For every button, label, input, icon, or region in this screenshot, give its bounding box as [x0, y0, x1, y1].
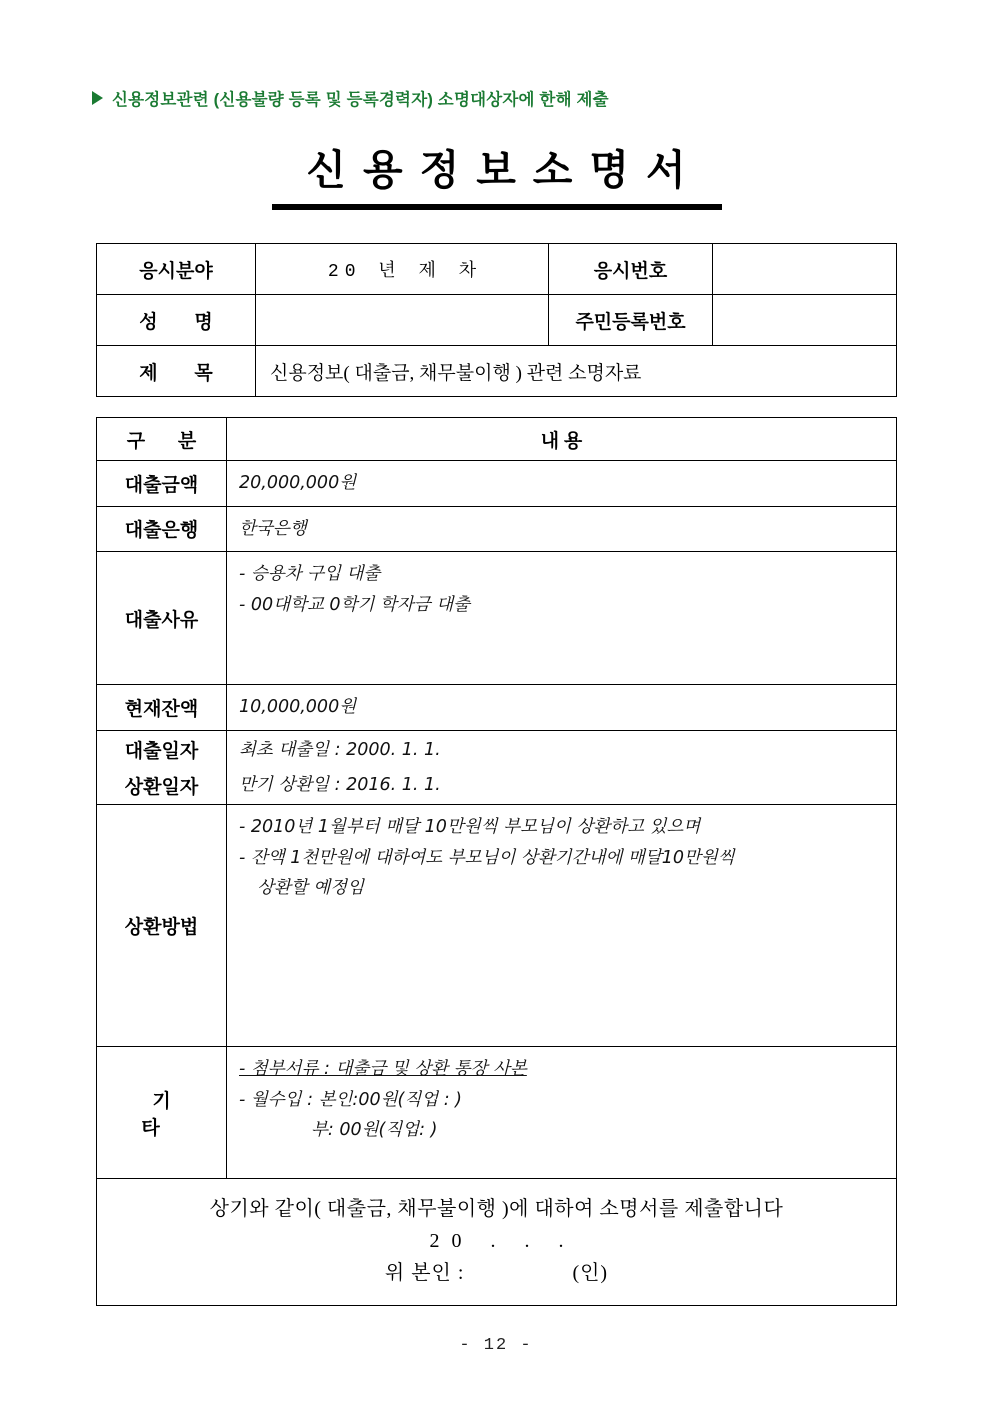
page-title: 신용정보소명서	[306, 147, 703, 193]
row-value-current-balance[interactable]	[227, 685, 897, 731]
closing-statement	[97, 1179, 896, 1305]
handwriting-line-underlined: - 첨부서류 : 대출금 및 상환 통장 사본	[239, 1059, 527, 1080]
table-row	[97, 768, 897, 805]
triangle-right-icon	[92, 91, 103, 105]
table-row	[97, 1179, 897, 1306]
signature-label: 위 본인 :	[384, 1262, 465, 1285]
field-label-name: 성 명	[97, 295, 256, 346]
page-title-wrap	[0, 147, 992, 193]
table-row	[97, 805, 897, 1047]
column-header-content: 내 용	[227, 418, 897, 461]
handwriting-block	[227, 685, 896, 730]
row-value-loan-reason[interactable]	[227, 552, 897, 685]
header-note-text: 신용정보관련 (신용불량 등록 및 등록경력자) 소명대상자에 한해 제출	[112, 91, 609, 109]
handwriting-block	[227, 507, 896, 552]
table-row	[97, 461, 897, 507]
handwriting-line: - 월수입 : 본인:00원(직업 : )	[239, 1089, 462, 1110]
header-note	[92, 86, 609, 110]
closing-statement-cell	[97, 1179, 897, 1306]
row-label-current-balance: 현재잔액	[97, 685, 227, 731]
applicant-info-table	[96, 243, 897, 397]
handwriting-line: 상환할 예정임	[257, 878, 364, 899]
field-value-exam-year[interactable]: 20 년 제 차	[256, 244, 549, 295]
table-row	[97, 1047, 897, 1179]
field-value-resident-number[interactable]	[713, 295, 897, 346]
handwriting-line: 한국은행	[239, 518, 307, 539]
table-row	[97, 730, 897, 767]
row-label-etc: 기 타	[97, 1047, 227, 1179]
row-value-etc[interactable]	[227, 1047, 897, 1179]
field-label-exam-area: 응시분야	[97, 244, 256, 295]
handwriting-line: - 잔액 1천만원에 대하여도 부모님이 상환기간내에 매달10만원씩	[239, 847, 735, 868]
table-row	[97, 295, 897, 346]
row-value-loan-bank[interactable]	[227, 506, 897, 552]
field-label-subject: 제 목	[97, 346, 256, 397]
row-label-loan-date: 대출일자	[97, 730, 227, 767]
row-label-repay-method: 상환방법	[97, 805, 227, 1047]
row-label-loan-amount: 대출금액	[97, 461, 227, 507]
table-header-row	[97, 418, 897, 461]
row-value-loan-date[interactable]	[227, 730, 897, 767]
row-label-loan-reason: 대출사유	[97, 552, 227, 685]
handwriting-line: - 00대학교 0학기 학자금 대출	[239, 594, 471, 615]
row-value-loan-amount[interactable]	[227, 461, 897, 507]
handwriting-line: 10,000,000원	[239, 697, 357, 718]
table-row	[97, 552, 897, 685]
handwriting-block	[227, 805, 896, 911]
handwriting-block	[227, 461, 896, 506]
row-label-repay-date: 상환일자	[97, 768, 227, 805]
handwriting-block	[227, 768, 896, 805]
field-value-exam-number[interactable]	[713, 244, 897, 295]
column-header-category: 구 분	[97, 418, 227, 461]
field-value-subject: 신용정보( 대출금, 채무불이행 ) 관련 소명자료	[256, 346, 897, 397]
title-underline	[272, 204, 722, 210]
field-label-exam-number: 응시번호	[549, 244, 713, 295]
page-number: - 12 -	[459, 1336, 533, 1355]
field-value-name[interactable]	[256, 295, 549, 346]
handwriting-line: 최초 대출일 : 2000. 1. 1.	[239, 739, 441, 760]
credit-detail-table	[96, 417, 897, 1306]
seal-mark: (인)	[572, 1262, 609, 1285]
handwriting-line: - 승용차 구입 대출	[239, 564, 381, 585]
table-row	[97, 685, 897, 731]
closing-line-3	[97, 1257, 896, 1289]
handwriting-block	[227, 552, 896, 627]
handwriting-line: 만기 상환일 : 2016. 1. 1.	[239, 774, 441, 795]
handwriting-line: - 2010년 1월부터 매달 10만원씩 부모님이 상환하고 있으며	[239, 817, 701, 838]
row-value-repay-date[interactable]	[227, 768, 897, 805]
handwriting-line: 20,000,000원	[239, 473, 357, 493]
table-row	[97, 244, 897, 295]
handwriting-block	[227, 1047, 896, 1153]
table-row	[97, 506, 897, 552]
field-label-resident-number: 주민등록번호	[549, 295, 713, 346]
row-value-repay-method[interactable]	[227, 805, 897, 1047]
handwriting-block	[227, 731, 896, 768]
handwriting-line: 부: 00원(직업: )	[311, 1120, 438, 1141]
row-label-loan-bank: 대출은행	[97, 506, 227, 552]
table-row	[97, 346, 897, 397]
closing-line-2-date[interactable]: 20 . . .	[429, 1230, 576, 1253]
closing-line-1: 상기와 같이( 대출금, 채무불이행 )에 대하여 소명서를 제출합니다	[209, 1198, 784, 1221]
